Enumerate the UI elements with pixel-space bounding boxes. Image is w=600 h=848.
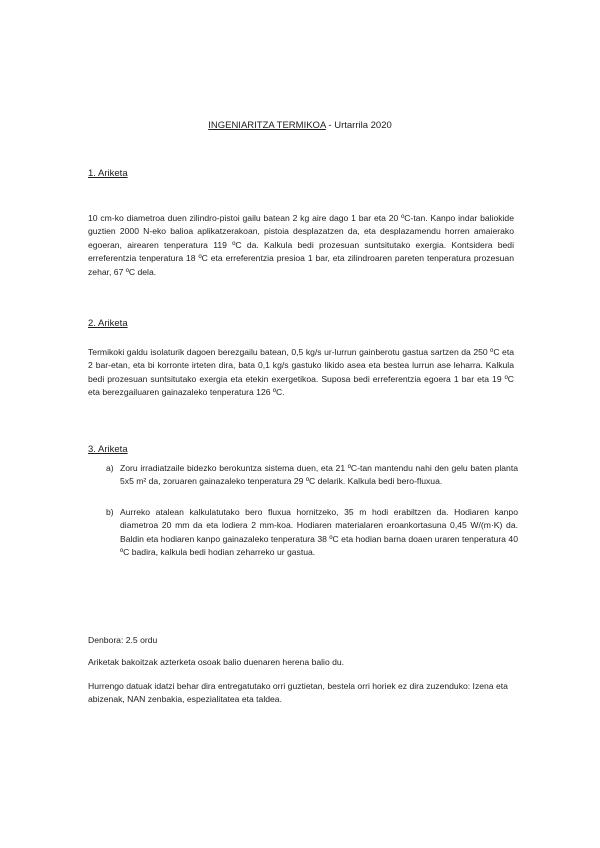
item-marker: a) xyxy=(106,463,114,473)
exercise-1-heading: 1. Ariketa xyxy=(88,168,128,179)
exam-title-subject: INGENIARITZA TERMIKOA xyxy=(208,120,326,131)
exam-duration: Denbora: 2.5 ordu xyxy=(88,635,158,645)
item-text: Aurreko atalean kalkulatutako bero fluxua hornitzeko, 35 m hodi erabiltzen da. Hodiaren kanpo diametroa 20 mm da eta lodiera 2 mm-koa. Hodiaren materialaren eroankortasuna 0,45 W/(m·K) da. Baldin eta hodiaren kanpo gainazaleko tenperatura 38 ºC eta hodian barna doaen uraren tenperatura 40 ºC badira, kalkula bedi hodian zeharreko ur gastua. xyxy=(120,507,518,558)
exercise-3-item-a xyxy=(106,462,518,489)
exercise-1-text: 10 cm-ko diametroa duen zilindro-pistoi gailu batean 2 kg aire dago 1 bar eta 20 ºC-tan. Kanpo indar baliokide guztien 2000 N-eko balioa aplikatzerakoan, pistoia desplazatzen da, eta desplazamendu horren amaierako egoeran, airearen tenperatura 119 ºC da. Kalkula bedi prozesuan suntsitutako exergia. Kontsidera bedi erreferentzia tenperatura 18 ºC eta erreferentzia presioa 1 bar, eta zilindroaren pareten tenperatura prozesuan zehar, 67 ºC dela. xyxy=(88,213,514,277)
exam-title xyxy=(0,120,600,131)
exercise-3-item-b xyxy=(106,506,518,560)
exam-title-date: - Urtarrila 2020 xyxy=(328,120,392,131)
item-text: Zoru irradiatzaile bidezko berokuntza sistema duen, eta 21 ºC-tan mantendu nahi den gelu baten planta 5x5 m² da, zoruaren gainazaleko tenperatura 29 ºC delarik. Kalkula bedi bero-fluxua. xyxy=(120,463,518,487)
exam-instructions: Hurrengo datuak idatzi behar dira entregatutako orri guztietan, bestela orri horiek ez dira zuzenduko: Izena eta abizenak, NAN zenbakia, espezialitatea eta taldea. xyxy=(88,681,508,705)
item-marker: b) xyxy=(106,507,114,517)
exercise-2-heading: 2. Ariketa xyxy=(88,318,128,329)
exam-weighting-note: Ariketak bakoitzak azterketa osoak balio duenaren herena balio du. xyxy=(88,657,345,667)
exercise-3-heading: 3. Ariketa xyxy=(88,444,128,455)
exercise-2-text: Termikoki galdu isolaturik dagoen berezgailu batean, 0,5 kg/s ur-lurrun gainberotu gastua sartzen da 250 ºC eta 2 bar-etan, eta bi korronte irteten dira, bata 0,1 kg/s gastuko likido asea eta bestea lurrun ase leharra. Kalkula bedi prozesuan suntsitutako exergia eta etekin exergetikoa. Suposa bedi erreferentzia egoera 1 bar eta 19 ºC eta berezgailuaren gainazaleko tenperatura 126 ºC. xyxy=(88,347,514,398)
